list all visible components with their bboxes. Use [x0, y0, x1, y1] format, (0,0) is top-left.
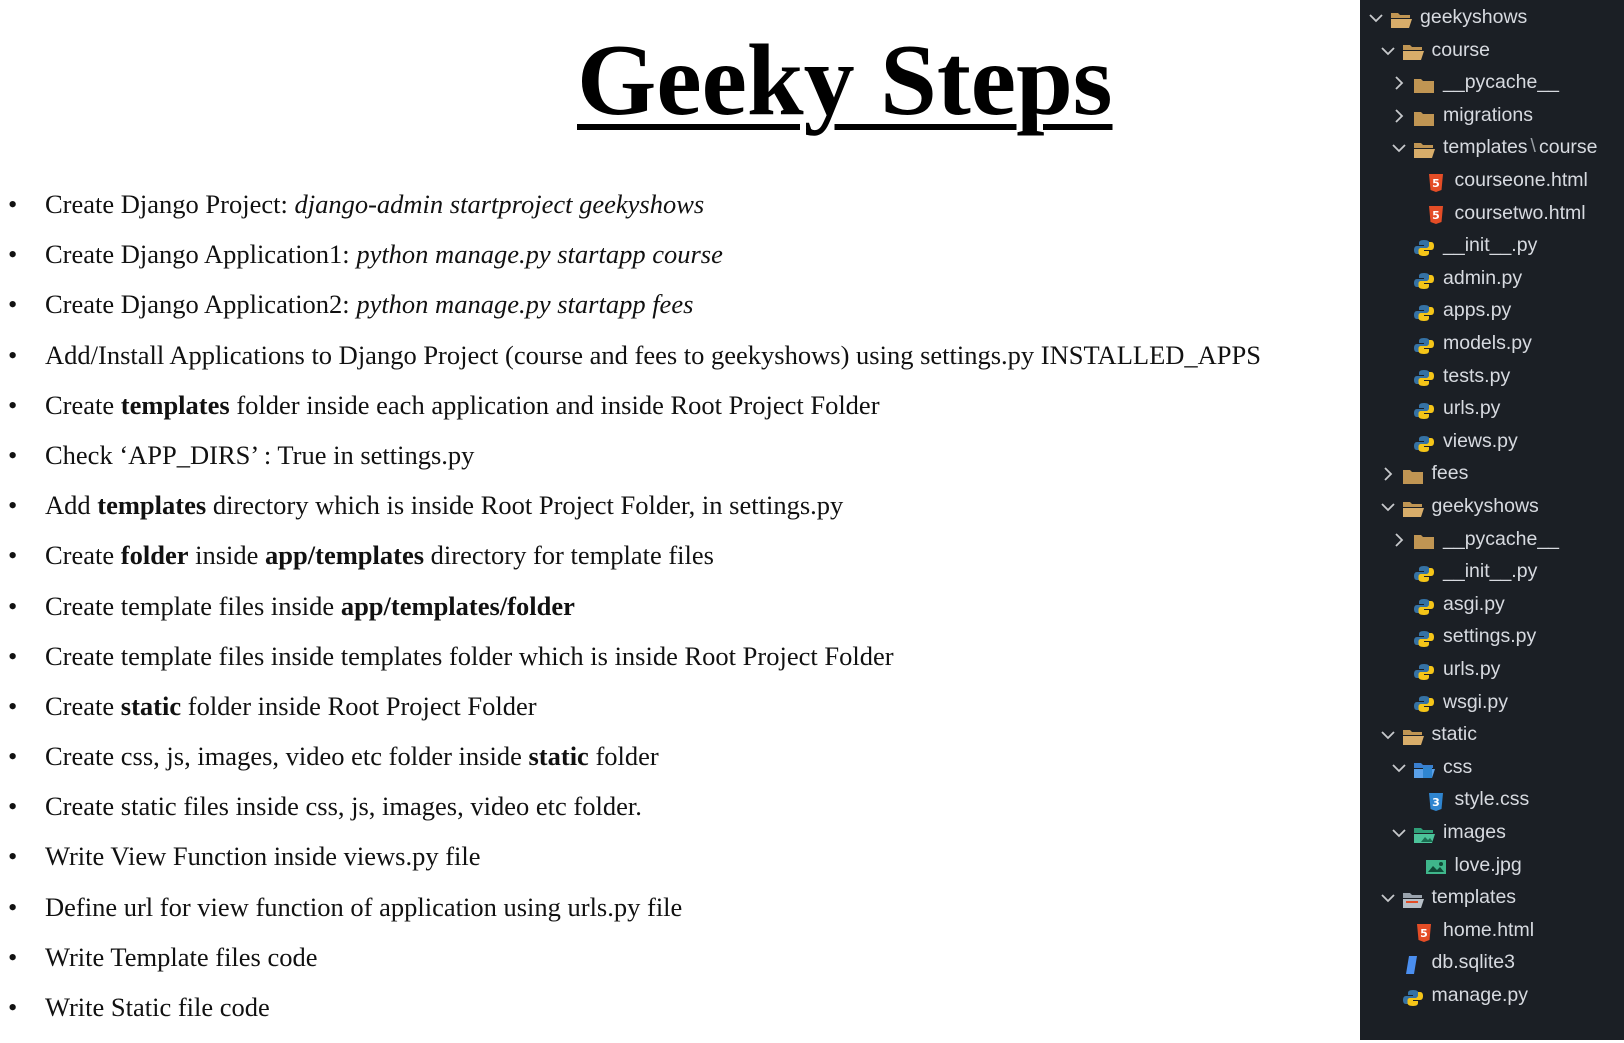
chevron-down-icon[interactable]	[1380, 491, 1396, 523]
list-item	[0, 731, 1350, 781]
chevron-right-icon[interactable]	[1391, 67, 1407, 99]
tree-item[interactable]	[1391, 98, 1533, 130]
tree-item[interactable]	[1380, 880, 1517, 912]
tree-item[interactable]	[1391, 65, 1559, 97]
css-file-icon	[1425, 789, 1447, 810]
step-text-part: Create	[45, 389, 121, 420]
bullet-icon: •	[8, 590, 18, 621]
folder-icon	[1413, 105, 1435, 123]
bullet-icon: •	[8, 389, 18, 420]
tree-item-label: course	[1538, 136, 1598, 159]
folder-open-icon	[1402, 39, 1424, 57]
python-file-icon	[1413, 365, 1435, 383]
list-item	[0, 581, 1350, 631]
tree-item[interactable]	[1380, 456, 1469, 488]
folder-open-icon	[1390, 7, 1412, 25]
tree-item-label: __init__.py	[1443, 560, 1538, 583]
folder-open-icon	[1413, 137, 1435, 155]
step-text-part: folder	[588, 741, 659, 772]
tree-item[interactable]	[1403, 163, 1588, 195]
bullet-icon: •	[8, 690, 18, 721]
tree-item[interactable]	[1380, 717, 1478, 749]
html-file-icon	[1425, 202, 1447, 223]
tree-item-label: __pycache__	[1443, 527, 1560, 550]
tree-item[interactable]	[1391, 587, 1505, 619]
chevron-right-icon[interactable]	[1391, 524, 1407, 556]
tree-item[interactable]	[1391, 130, 1598, 162]
tree-item-label: course	[1431, 38, 1491, 61]
list-item	[0, 530, 1350, 580]
steps-list	[0, 179, 1350, 1032]
tree-item-label: models.py	[1443, 331, 1532, 354]
chevron-down-icon[interactable]	[1380, 35, 1396, 67]
python-file-icon	[1402, 985, 1424, 1003]
tree-item-label: manage.py	[1431, 983, 1528, 1006]
python-file-icon	[1413, 561, 1435, 579]
list-item	[0, 831, 1350, 881]
python-file-icon	[1413, 594, 1435, 612]
step-text	[45, 882, 682, 932]
bullet-icon: •	[8, 289, 18, 320]
chevron-right-icon[interactable]	[1391, 100, 1407, 132]
tree-item-label: views.py	[1443, 429, 1518, 452]
image-file-icon	[1425, 854, 1447, 872]
step-text-part: directory for template files	[424, 540, 714, 571]
step-text-part: folder inside Root Project Folder	[181, 690, 537, 721]
bullet-icon: •	[8, 189, 18, 219]
step-text	[45, 480, 843, 530]
list-item	[0, 380, 1350, 430]
tree-item[interactable]	[1391, 619, 1536, 651]
bullet-icon: •	[8, 741, 18, 772]
list-item	[0, 932, 1350, 982]
tree-item[interactable]	[1391, 554, 1537, 586]
tree-item[interactable]	[1391, 326, 1532, 358]
bullet-icon: •	[8, 439, 18, 470]
step-text-part: Create template files inside templates folder which is inside Root Project Folder	[45, 640, 894, 671]
chevron-down-icon[interactable]	[1391, 817, 1407, 849]
images-folder-icon	[1413, 822, 1435, 840]
list-item	[0, 330, 1350, 380]
step-text	[45, 681, 537, 731]
file-explorer	[1360, 0, 1624, 1040]
step-text-part: Write Template files code	[45, 941, 318, 972]
tree-item[interactable]	[1380, 978, 1528, 1010]
step-text-part: directory which is inside Root Project Folder, in settings.py	[206, 490, 844, 521]
python-file-icon	[1413, 268, 1435, 286]
step-text	[45, 932, 318, 982]
step-text-part: Create Django Application1:	[45, 239, 357, 270]
tree-item-label: coursetwo.html	[1454, 201, 1586, 224]
svg-text:5: 5	[1431, 209, 1440, 223]
list-item	[0, 681, 1350, 731]
bullet-icon: •	[8, 239, 18, 270]
tree-item-label: geekyshows	[1420, 5, 1528, 28]
step-text-part: Add	[45, 490, 98, 521]
folder-icon	[1413, 528, 1435, 546]
bullet-icon: •	[8, 891, 18, 922]
tree-item-label: love.jpg	[1454, 853, 1522, 876]
step-text	[45, 229, 723, 279]
tree-item[interactable]	[1391, 815, 1506, 847]
list-item	[0, 279, 1350, 329]
step-text-part: Write Static file code	[45, 992, 270, 1022]
folder-open-icon	[1402, 724, 1424, 742]
chevron-down-icon[interactable]	[1380, 882, 1396, 914]
step-bold-term: templates	[97, 490, 207, 521]
tree-item[interactable]	[1391, 228, 1537, 260]
page-title: Geeky Steps	[577, 24, 1113, 137]
bullet-icon: •	[8, 941, 18, 972]
tree-item-label: wsgi.py	[1443, 690, 1509, 713]
tree-item-label: urls.py	[1443, 657, 1501, 680]
tree-item[interactable]	[1391, 391, 1500, 423]
bullet-icon: •	[8, 791, 18, 822]
python-file-icon	[1413, 235, 1435, 253]
step-text	[45, 631, 894, 681]
tree-item[interactable]	[1380, 33, 1491, 65]
tree-item-label: templates	[1443, 136, 1528, 159]
list-item	[0, 179, 1350, 229]
step-text-part: Create	[45, 690, 121, 721]
tree-item[interactable]	[1368, 0, 1527, 32]
tree-item-label: apps.py	[1443, 299, 1512, 322]
svg-text:5: 5	[1420, 926, 1428, 940]
svg-text:3: 3	[1431, 796, 1440, 810]
chevron-down-icon[interactable]	[1368, 2, 1384, 34]
tree-item[interactable]	[1380, 489, 1539, 521]
step-text	[45, 330, 1261, 380]
bullet-icon: •	[8, 339, 18, 370]
step-text-part: Create static files inside css, js, images, video etc folder.	[45, 791, 642, 822]
bullet-icon: •	[8, 841, 18, 872]
step-bold-term: folder	[120, 540, 189, 571]
chevron-down-icon[interactable]	[1380, 719, 1396, 751]
chevron-down-icon[interactable]	[1391, 132, 1407, 164]
step-text-part: Create Django Application2:	[45, 289, 357, 320]
list-item	[0, 229, 1350, 279]
list-item	[0, 631, 1350, 681]
step-text	[45, 179, 704, 229]
tree-item-label: __init__.py	[1443, 234, 1538, 257]
tree-item[interactable]	[1391, 652, 1500, 684]
tree-item[interactable]	[1391, 685, 1508, 717]
tree-item-label: images	[1443, 820, 1506, 843]
step-text	[45, 731, 659, 781]
python-file-icon	[1413, 300, 1435, 318]
step-text-part: Add/Install Applications to Django Project (course and fees to geekyshows) using settings.py INSTALLED_APPS	[45, 339, 1261, 370]
tree-item-label: settings.py	[1443, 625, 1537, 648]
step-text	[45, 982, 270, 1032]
tree-item-label: static	[1431, 723, 1478, 746]
step-text-part: Create css, js, images, video etc folder inside	[45, 741, 529, 772]
html-file-icon	[1413, 920, 1435, 938]
python-file-icon	[1413, 431, 1435, 449]
html-file-icon	[1425, 170, 1447, 188]
tree-item-label: db.sqlite3	[1431, 951, 1515, 974]
list-item	[0, 781, 1350, 831]
tree-item-label: templates	[1431, 886, 1517, 909]
tree-item-label: urls.py	[1443, 397, 1501, 420]
tree-item-label: css	[1443, 755, 1473, 778]
step-bold-term: static	[120, 690, 182, 721]
step-text-part: Define url for view function of application using urls.py file	[45, 891, 683, 922]
step-text-part: Create	[45, 540, 121, 571]
list-item	[0, 430, 1350, 480]
tree-item-label: asgi.py	[1443, 592, 1505, 615]
step-text	[45, 380, 880, 430]
bullet-icon: •	[8, 992, 18, 1022]
step-text	[45, 581, 575, 631]
tree-item-label: courseone.html	[1454, 168, 1588, 191]
tree-item-label: fees	[1431, 462, 1469, 485]
step-text	[45, 530, 714, 580]
python-file-icon	[1413, 659, 1435, 677]
step-text-part: Create template files inside	[45, 590, 341, 621]
tree-item[interactable]	[1403, 848, 1522, 880]
tree-item[interactable]	[1391, 424, 1518, 456]
tree-item-label: geekyshows	[1431, 494, 1539, 517]
step-command: django-admin startproject geekyshows	[294, 189, 705, 219]
tree-item[interactable]	[1391, 522, 1559, 554]
step-text	[45, 831, 481, 881]
step-text-part: inside	[188, 540, 266, 571]
path-separator: \	[1530, 135, 1536, 158]
folder-icon	[1413, 72, 1435, 90]
chevron-right-icon[interactable]	[1380, 458, 1396, 490]
tree-item[interactable]	[1391, 293, 1511, 325]
tree-item[interactable]	[1391, 750, 1472, 782]
tree-item-label: __pycache__	[1443, 71, 1560, 94]
step-bold-term: templates	[120, 389, 230, 420]
database-file-icon	[1402, 952, 1424, 970]
tree-item[interactable]	[1391, 913, 1534, 945]
step-text-part: folder inside each application and inside Root Project Folder	[229, 389, 880, 420]
tree-item[interactable]	[1403, 782, 1530, 814]
step-text-part: Write View Function inside views.py file	[45, 841, 481, 872]
tree-item[interactable]	[1391, 261, 1522, 293]
step-text-part: Create Django Project:	[45, 189, 295, 219]
python-file-icon	[1413, 691, 1435, 709]
tree-item-label: style.css	[1454, 788, 1530, 811]
tree-item[interactable]	[1403, 196, 1586, 228]
tree-item[interactable]	[1391, 359, 1510, 391]
chevron-down-icon[interactable]	[1391, 752, 1407, 784]
step-text	[45, 781, 642, 831]
list-item	[0, 882, 1350, 932]
step-bold-term: app/templates/folder	[340, 590, 575, 621]
step-text-part: Check ‘APP_DIRS’ : True in settings.py	[45, 439, 475, 470]
css-folder-icon	[1413, 757, 1435, 775]
tree-item-label: migrations	[1443, 103, 1533, 126]
tree-item-label: admin.py	[1443, 266, 1523, 289]
step-text	[45, 279, 693, 329]
list-item	[0, 480, 1350, 530]
python-file-icon	[1413, 333, 1435, 351]
templates-folder-icon	[1402, 887, 1424, 905]
step-command: python manage.py startapp course	[356, 239, 723, 270]
folder-open-icon	[1402, 496, 1424, 514]
tree-item-label: home.html	[1443, 918, 1535, 941]
folder-icon	[1402, 463, 1424, 481]
python-file-icon	[1413, 398, 1435, 416]
svg-text:5: 5	[1431, 176, 1440, 190]
bullet-icon: •	[8, 490, 18, 521]
tree-item[interactable]	[1380, 945, 1515, 977]
step-command: python manage.py startapp fees	[356, 289, 694, 320]
list-item	[0, 982, 1350, 1032]
python-file-icon	[1413, 626, 1435, 644]
step-text	[45, 430, 474, 480]
step-bold-term: static	[528, 741, 589, 772]
bullet-icon: •	[8, 640, 18, 671]
bullet-icon: •	[8, 540, 18, 571]
step-bold-term: app/templates	[265, 540, 425, 571]
tree-item-label: tests.py	[1443, 364, 1511, 387]
